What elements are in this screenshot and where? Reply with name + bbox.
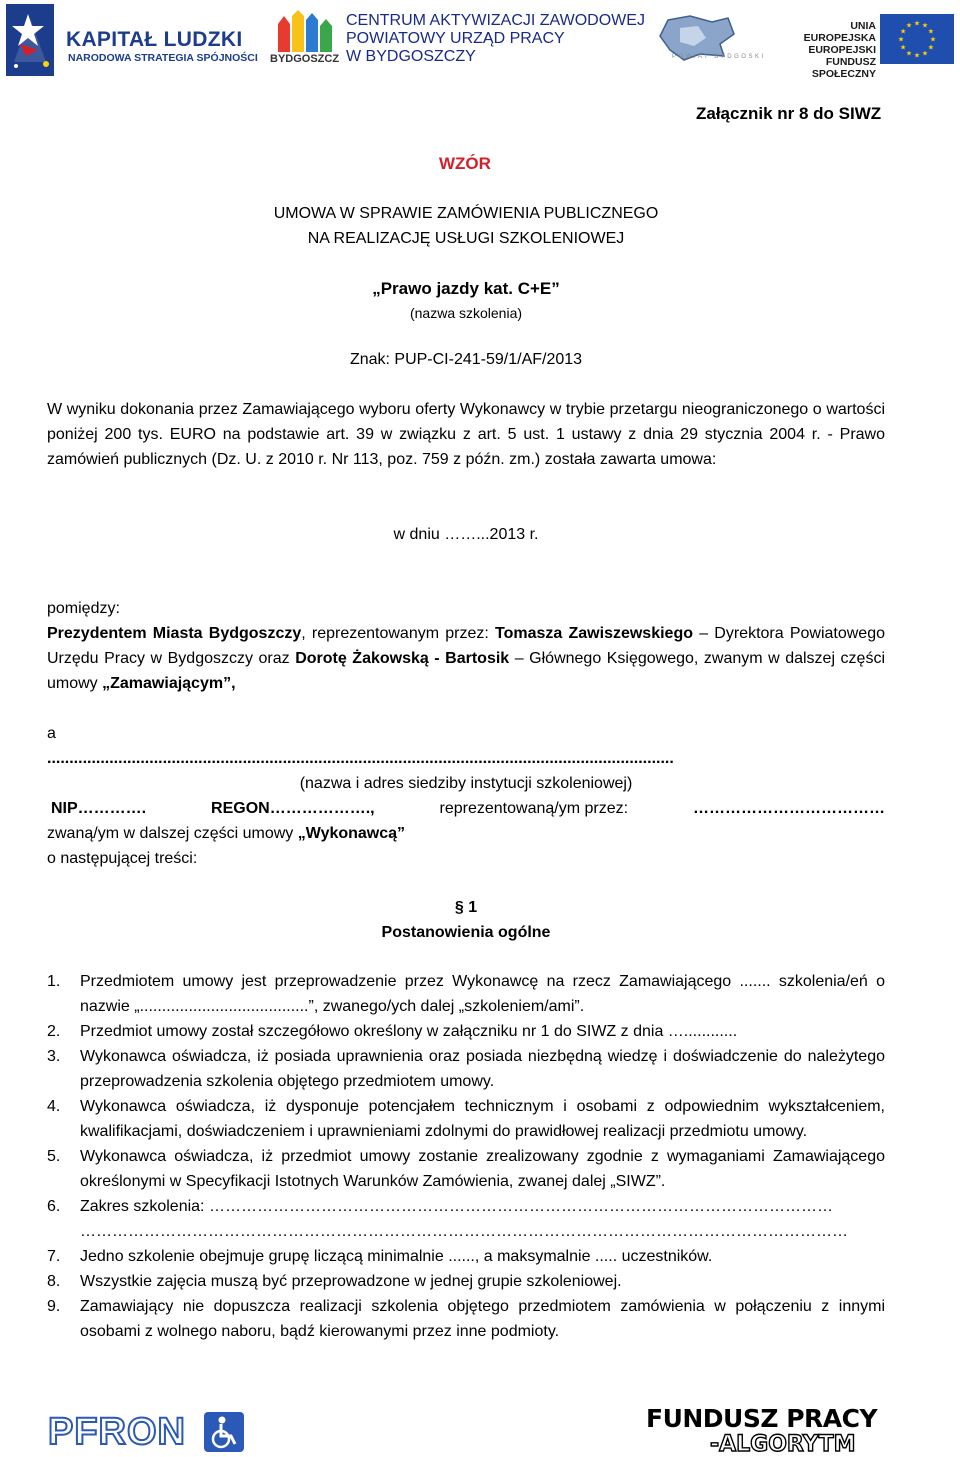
party1-name: Prezydentem Miasta Bydgoszczy	[47, 625, 302, 642]
general-provisions-list	[47, 969, 885, 1344]
party1-text-2: – Dyrektora Powiatowego Urzędu Pracy w Bydgoszczy oraz	[47, 625, 886, 667]
caz-line-3: W BYDGOSZCZY	[346, 48, 476, 65]
between-label: pomiędzy:	[47, 600, 120, 617]
kapital-ludzki-subtitle: NARODOWA STRATEGIA SPÓJNOŚCI	[68, 52, 258, 64]
and-label: a	[47, 725, 56, 742]
list-item: 7. Jedno szkolenie obejmuje grupę liczącą minimalnie ......, a maksymalnie ..... uczestników.	[47, 1248, 713, 1265]
eu-star-icon: ★	[929, 36, 937, 44]
fundusz-pracy-logo: FUNDUSZ PRACY	[646, 1404, 878, 1433]
contractor-ids-line	[47, 796, 885, 821]
contractor-caption: (nazwa i adres siedziby instytucji szkoleniowej)	[299, 775, 633, 792]
eu-star-icon: ★	[913, 20, 921, 28]
list-item: 2. Przedmiot umowy został szczegółowo określony w załączniku nr 1 do SIWZ z dnia …............	[47, 1023, 738, 1040]
pfron-logo: PFRON	[48, 1411, 186, 1453]
caz-line-2: POWIATOWY URZĄD PRACY	[346, 30, 565, 47]
list-item: 8. Wszystkie zajęcia muszą być przeprowadzone w jednej grupie szkoleniowej.	[47, 1273, 622, 1290]
ue-line-1: UNIA EUROPEJSKA	[803, 20, 876, 44]
contractor-role: „Wykonawcą”	[297, 825, 406, 842]
contract-date: w dniu ……...2013 r.	[393, 526, 539, 543]
party1-accountant: Dorotę Żakowską - Bartosik	[295, 650, 510, 667]
reference-number: Znak: PUP-CI-241-59/1/AF/2013	[349, 351, 583, 368]
wheelchair-icon	[204, 1412, 244, 1452]
eu-star-icon: ★	[921, 22, 929, 30]
caz-logo-text	[346, 12, 645, 66]
header-logos	[0, 0, 960, 80]
list-item: 1. Przedmiotem umowy jest przeprowadzenie przez Wykonawcę na rzecz Zamawiającego ....... szkolenia/eń o nazwie „......................................”, zwanego/ych dalej „szkoleniem/ami”.	[47, 973, 885, 1015]
algorytm-logo: -ALGORYTM	[710, 1432, 856, 1457]
section-number: § 1	[454, 899, 478, 916]
eu-star-icon: ★	[900, 44, 907, 52]
list-item: 6. Zakres szkolenia: ……………………………………………………………………………………………………… ………………………………………………………………………………………………………………………………	[47, 1198, 848, 1240]
eu-star-icon: ★	[927, 44, 934, 52]
kapital-ludzki-title: KAPITAŁ LUDZKI	[66, 28, 243, 51]
eu-star-icon: ★	[927, 28, 934, 36]
contractor-named-line	[47, 821, 405, 846]
list-item: 5. Wykonawca oświadcza, iż przedmiot umowy zostanie zrealizowany zgodnie z wymaganiami Zamawiającego określonymi w Specyfikacji Istotnych Warunków Zamówienia, zwanej dalej „SIWZ”.	[47, 1148, 885, 1190]
training-name: „Prawo jazdy kat. C+E”	[372, 279, 560, 298]
eu-star-icon: ★	[900, 28, 907, 36]
kapital-ludzki-logo-icon	[6, 4, 54, 76]
eu-flag-icon	[880, 14, 954, 64]
represented-dots: ………………………………	[692, 800, 885, 817]
contractor-named-text: zwaną/ym w dalszej części umowy	[47, 825, 298, 842]
ue-line-3: FUNDUSZ SPOŁECZNY	[811, 56, 876, 80]
regon-field: REGON……………….,	[211, 800, 375, 817]
eu-star-icon: ★	[897, 36, 905, 44]
following-label: o następującej treści:	[47, 850, 198, 867]
list-item: 4. Wykonawca oświadcza, iż dysponuje potencjałem technicznym i osobami z odpowiednim wykształceniem, kwalifikacjami, doświadczeniem i uprawnieniami zdolnymi do prawidłowej realizacji przedmiotu umowy.	[47, 1098, 885, 1140]
eu-star-icon: ★	[905, 22, 913, 30]
bydgoszcz-label: BYDGOSZCZ	[270, 53, 340, 65]
party1-text-1: , reprezentowanym przez:	[301, 625, 496, 642]
contractor-dots-line: .............................................................................................................................................	[47, 750, 674, 767]
intro-paragraph: W wyniku dokonania przez Zamawiającego wyboru oferty Wykonawcy w trybie przetargu nieograniczonego o wartości poniżej 200 tys. EURO na podstawie art. 39 w związku z art. 5 ust. 1 ustawy z dnia 29 stycznia 2004 r. - Prawo zamówień publicznych (Dz. U. z 2010 r. Nr 113, poz. 759 z późn. zm.) została zawarta umowa:	[47, 401, 885, 468]
section-title: Postanowienia ogólne	[381, 924, 551, 941]
powiat-label: POWIAT BYDGOSKI	[672, 54, 766, 60]
list-item: 3. Wykonawca oświadcza, iż posiada uprawnienia oraz posiada niezbędną wiedzę i doświadczenie do należytego przeprowadzenia szkolenia objętego przedmiotem umowy.	[47, 1048, 885, 1090]
party1-text-3: – Głównego Księgowego, zwanym w dalszej części umowy	[47, 650, 886, 692]
list-item: 9. Zamawiający nie dopuszcza realizacji szkolenia objętego przedmiotem zamówienia w połączeniu z innymi osobami z wolnego naboru, bądź kierowanymi przez inne podmioty.	[47, 1298, 885, 1340]
party1-paragraph	[47, 621, 885, 696]
party1-director: Tomasza Zawiszewskiego	[495, 625, 693, 642]
attachment-label: Załącznik nr 8 do SIWZ	[696, 104, 882, 123]
document-title	[47, 201, 885, 251]
ue-line-2: EUROPEJSKI	[808, 44, 876, 56]
represented-label: reprezentowaną/ym przez:	[439, 800, 629, 817]
footer-logos	[0, 1400, 960, 1457]
caz-line-1: CENTRUM AKTYWIZACJI ZAWODOWEJ	[346, 12, 645, 29]
eu-star-icon: ★	[921, 50, 929, 58]
eu-star-icon: ★	[905, 50, 913, 58]
template-label: WZÓR	[439, 154, 491, 173]
eu-star-icon: ★	[913, 52, 921, 60]
party1-role: „Zamawiającym”,	[102, 675, 236, 692]
title-line-2: NA REALIZACJĘ USŁUGI SZKOLENIOWEJ	[307, 230, 625, 247]
nip-field: NIP………….	[51, 800, 147, 817]
title-line-1: UMOWA W SPRAWIE ZAMÓWIENIA PUBLICZNEGO	[273, 205, 659, 222]
ue-logo-text	[776, 20, 876, 80]
training-name-caption: (nazwa szkolenia)	[409, 305, 523, 321]
